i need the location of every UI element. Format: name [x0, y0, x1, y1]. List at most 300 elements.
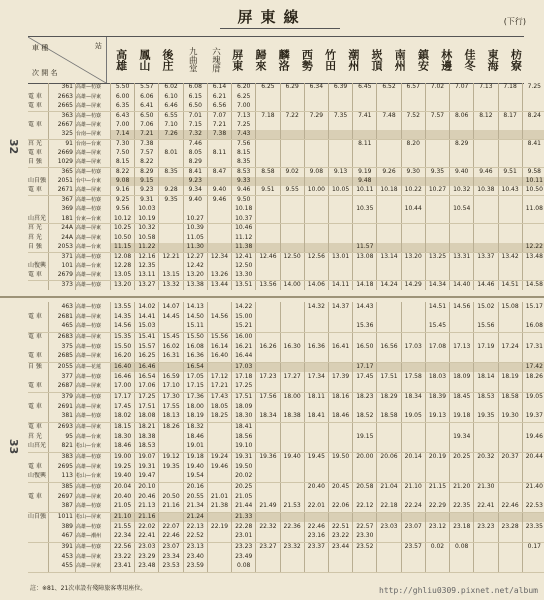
time-cell: 18.52 [353, 412, 377, 422]
time-cell: 16.54 [183, 362, 207, 372]
time-cell: 18.21 [135, 422, 159, 432]
time-cell: 21.01 [207, 492, 231, 502]
time-cell [401, 271, 425, 280]
time-cell: 19.05 [401, 412, 425, 422]
time-cell: 18.29 [377, 392, 401, 402]
time-cell: 18.45 [450, 392, 474, 402]
time-cell [425, 214, 449, 223]
train-class [28, 168, 49, 177]
time-cell: 6.55 [159, 111, 183, 120]
time-cell [522, 402, 544, 412]
time-cell: 18.00 [183, 402, 207, 412]
time-cell: 11.22 [135, 243, 159, 252]
time-cell: 23.28 [498, 522, 522, 532]
time-cell [353, 332, 377, 342]
time-cell: 19.46 [207, 462, 231, 472]
time-cell [207, 224, 231, 233]
train-number: 385 [49, 482, 76, 492]
time-cell: 10.03 [135, 205, 159, 214]
time-cell: 6.10 [159, 92, 183, 101]
time-cell [425, 442, 449, 452]
time-cell [498, 130, 522, 139]
time-cell [450, 233, 474, 242]
train-route: 高雄—屏東 [76, 462, 111, 472]
watermark-url: http://ghliu0309.pixnet.net/album [379, 586, 538, 595]
time-cell [304, 158, 328, 167]
time-cell: 13.25 [425, 252, 449, 261]
time-cell: 7.30 [111, 139, 135, 148]
time-cell: 17.03 [401, 342, 425, 352]
time-cell [450, 492, 474, 502]
train-route: 高雄—屏東 [76, 149, 111, 158]
time-cell [522, 261, 544, 270]
time-cell [328, 362, 352, 372]
time-cell [401, 532, 425, 542]
time-cell: 9.28 [159, 186, 183, 195]
time-cell [353, 382, 377, 392]
time-cell: 9.02 [280, 168, 304, 177]
time-cell [256, 177, 280, 186]
time-cell: 15.08 [498, 302, 522, 312]
time-cell: 12.50 [280, 252, 304, 261]
time-cell: 20.46 [135, 492, 159, 502]
time-cell: 13.14 [377, 252, 401, 261]
time-cell [280, 402, 304, 412]
time-cell: 9.08 [304, 168, 328, 177]
train-row [28, 462, 544, 472]
time-cell [353, 422, 377, 432]
train-class [28, 83, 49, 92]
time-cell: 8.41 [527, 139, 541, 147]
time-cell: 6.02 [159, 83, 183, 92]
train-route: 高雄—屏東 [76, 233, 111, 242]
time-cell [328, 332, 352, 342]
time-cell [450, 158, 474, 167]
time-cell: 21.05 [232, 492, 256, 502]
time-cell: 17.27 [280, 372, 304, 382]
train-number: 369 [49, 205, 76, 214]
train-class: 自 強 [28, 243, 49, 252]
time-cell: 19.10 [232, 442, 256, 452]
time-cell: 12.27 [183, 252, 207, 261]
time-cell: 23.27 [256, 542, 280, 552]
time-cell: 22.41 [474, 502, 498, 512]
time-cell: 15.45 [425, 322, 449, 332]
train-class: 自 強 [28, 158, 49, 167]
time-cell [207, 261, 231, 270]
time-cell: 9.34 [183, 186, 207, 195]
time-cell: 13.31 [450, 252, 474, 261]
time-cell [280, 243, 304, 252]
time-cell: 7.38 [135, 139, 159, 148]
train-number: 2051 [49, 177, 76, 186]
time-cell [328, 322, 352, 332]
time-cell [522, 512, 544, 522]
train-route: 高雄—枋寮 [76, 342, 111, 352]
time-cell: 19.13 [425, 412, 449, 422]
time-cell [498, 92, 522, 101]
time-cell [401, 102, 425, 111]
time-cell: 6.00 [111, 92, 135, 101]
time-cell: 19.01 [183, 442, 207, 452]
time-cell: 17.58 [401, 372, 425, 382]
time-cell [377, 472, 401, 482]
train-class [28, 196, 49, 205]
time-cell [207, 472, 231, 482]
time-cell [353, 102, 377, 111]
train-class: 莒 光 [28, 432, 49, 442]
time-cell [207, 542, 231, 552]
time-cell [450, 382, 474, 392]
train-route: 高雄—屏東 [76, 186, 111, 195]
time-cell: 17.25 [135, 392, 159, 402]
time-cell [353, 492, 377, 502]
train-row [28, 252, 544, 261]
time-cell [256, 442, 280, 452]
time-cell: 22.56 [111, 542, 135, 552]
time-cell [280, 352, 304, 362]
train-route: 高雄—枋寮 [76, 322, 111, 332]
time-cell: 9.35 [159, 196, 183, 205]
time-cell [498, 158, 522, 167]
time-cell: 6.50 [135, 111, 159, 120]
time-cell [280, 121, 304, 130]
time-cell [450, 92, 474, 101]
time-cell [207, 322, 231, 332]
time-cell: 22.01 [304, 502, 328, 512]
time-cell [353, 512, 377, 522]
time-cell: 13.05 [111, 271, 135, 280]
time-cell [474, 552, 498, 562]
train-number: 113 [49, 472, 76, 482]
time-cell: 20.40 [111, 492, 135, 502]
time-cell: 18.58 [377, 412, 401, 422]
time-cell [353, 224, 377, 233]
time-cell [450, 552, 474, 562]
time-cell: 16.31 [159, 352, 183, 362]
train-row [28, 392, 544, 402]
time-cell: 12.16 [135, 252, 159, 261]
time-cell: 16.44 [232, 352, 256, 362]
time-cell [256, 271, 280, 280]
time-cell: 23.44 [328, 542, 352, 552]
time-cell: 22.07 [159, 522, 183, 532]
train-route: 高雄—屏東 [76, 492, 111, 502]
time-cell [474, 462, 498, 472]
time-cell [450, 362, 474, 372]
time-cell: 10.32 [450, 186, 474, 195]
time-cell [498, 214, 522, 223]
time-cell: 6.25 [256, 83, 280, 92]
time-cell [450, 130, 474, 139]
time-cell [522, 233, 544, 242]
time-cell [522, 382, 544, 392]
train-number: 387 [49, 502, 76, 512]
time-cell [522, 422, 544, 432]
time-cell: 6.57 [401, 83, 425, 92]
time-cell: 15.56 [207, 332, 231, 342]
time-cell: 17.21 [207, 382, 231, 392]
time-cell: 22.46 [304, 522, 328, 532]
time-cell: 19.30 [498, 412, 522, 422]
time-cell [304, 352, 328, 362]
time-cell [377, 233, 401, 242]
train-row [28, 472, 544, 482]
time-cell [377, 158, 401, 167]
time-cell: 18.34 [256, 412, 280, 422]
train-number: 95 [49, 432, 76, 442]
time-cell [498, 472, 522, 482]
time-cell: 13.20 [183, 271, 207, 280]
time-cell [401, 130, 425, 139]
train-class [28, 280, 49, 289]
time-cell: 0.17 [527, 542, 541, 550]
train-number: 2667 [49, 121, 76, 130]
time-cell [304, 177, 328, 186]
train-route: 高雄—屏東 [76, 121, 111, 130]
time-cell [401, 92, 425, 101]
time-cell [280, 432, 304, 442]
train-number: 2687 [49, 382, 76, 392]
time-cell [207, 562, 231, 572]
time-cell [425, 121, 449, 130]
time-cell [159, 158, 183, 167]
station-15: 林邊 [439, 49, 453, 71]
train-route: 高雄—屏東 [76, 402, 111, 412]
train-class [28, 562, 49, 572]
time-cell: 7.32 [183, 130, 207, 139]
time-cell [474, 261, 498, 270]
time-cell: 15.03 [135, 322, 159, 332]
station-7: 歸來 [253, 49, 267, 71]
time-cell [474, 158, 498, 167]
time-cell [207, 177, 231, 186]
train-number: 389 [49, 522, 76, 532]
time-cell: 20.06 [377, 452, 401, 462]
time-cell [425, 177, 449, 186]
train-route: 高雄—台東 [76, 261, 111, 270]
time-cell [280, 512, 304, 522]
time-cell: 7.29 [304, 111, 328, 120]
time-cell: 18.41 [232, 422, 256, 432]
time-cell: 6.21 [207, 92, 231, 101]
time-cell: 9.51 [498, 168, 522, 177]
time-cell [377, 271, 401, 280]
time-cell [304, 92, 328, 101]
time-cell: 15.11 [183, 322, 207, 332]
time-cell: 22.41 [135, 532, 159, 542]
train-number: 371 [49, 252, 76, 261]
time-cell: 21.04 [377, 482, 401, 492]
time-cell: 14.40 [450, 280, 474, 289]
time-cell: 13.38 [183, 280, 207, 289]
time-cell [377, 205, 401, 214]
train-class: 電 車 [28, 312, 49, 322]
station-12: 崁頂 [370, 49, 384, 71]
time-cell: 18.14 [474, 372, 498, 382]
time-cell [498, 562, 522, 572]
train-route: 高雄—枋寮 [76, 302, 111, 312]
time-cell [474, 243, 498, 252]
time-cell: 18.16 [328, 392, 352, 402]
time-cell: 7.25 [527, 83, 541, 91]
time-cell: 8.05 [183, 149, 207, 158]
time-cell: 22.02 [135, 522, 159, 532]
time-cell [304, 121, 328, 130]
time-cell [159, 224, 183, 233]
time-cell: 9.15 [135, 177, 159, 186]
time-cell: 8.29 [183, 158, 207, 167]
train-number: 383 [49, 452, 76, 462]
time-cell [280, 177, 304, 186]
time-cell [256, 139, 280, 148]
train-class: 電 車 [28, 462, 49, 472]
train-number: 381 [49, 412, 76, 422]
time-cell: 9.25 [111, 196, 135, 205]
time-cell [522, 552, 544, 562]
time-cell: 18.53 [474, 392, 498, 402]
station-11: 潮州 [346, 49, 360, 71]
time-cell [280, 492, 304, 502]
train-row [28, 332, 544, 342]
time-cell [522, 196, 544, 205]
time-cell [401, 158, 425, 167]
time-cell [401, 442, 425, 452]
time-cell [401, 302, 425, 312]
time-cell: 6.06 [135, 92, 159, 101]
time-cell: 16.40 [111, 362, 135, 372]
station-10: 竹田 [323, 49, 337, 71]
time-cell: 9.56 [111, 205, 135, 214]
time-cell [159, 442, 183, 452]
time-cell [425, 102, 449, 111]
train-route: 松山—屏東 [76, 512, 111, 522]
time-cell: 17.23 [256, 372, 280, 382]
time-cell: 21.13 [135, 502, 159, 512]
time-cell: 8.53 [232, 168, 256, 177]
train-row [28, 111, 544, 120]
time-cell: 21.24 [183, 512, 207, 522]
time-cell: 14.32 [304, 302, 328, 312]
time-cell [425, 422, 449, 432]
time-cell: 14.00 [280, 280, 304, 289]
train-route: 高雄—屏東 [76, 562, 111, 572]
time-cell: 19.05 [525, 392, 543, 400]
train-number: 365 [49, 168, 76, 177]
time-cell: 10.12 [111, 214, 135, 223]
time-cell: 22.28 [232, 522, 256, 532]
time-cell [522, 532, 544, 542]
time-cell: 20.04 [111, 482, 135, 492]
time-cell [328, 233, 352, 242]
time-cell: 18.09 [450, 372, 474, 382]
train-class: 莒 光 [28, 233, 49, 242]
train-route: 高雄—屏東 [76, 422, 111, 432]
time-cell [377, 332, 401, 342]
time-cell: 0.08 [232, 562, 256, 572]
time-cell: 17.10 [159, 382, 183, 392]
time-cell [159, 177, 183, 186]
time-cell: 22.35 [450, 502, 474, 512]
train-route: 高雄—枋寮 [76, 196, 111, 205]
time-cell: 18.46 [183, 432, 207, 442]
time-cell: 10.27 [425, 186, 449, 195]
time-cell [256, 130, 280, 139]
time-cell [328, 92, 352, 101]
time-cell: 17.06 [135, 382, 159, 392]
train-route: 高雄—枋寮 [76, 372, 111, 382]
time-cell: 7.57 [425, 111, 449, 120]
time-cell: 7.02 [425, 83, 449, 92]
time-cell: 15.45 [159, 332, 183, 342]
time-cell [450, 224, 474, 233]
train-class [28, 522, 49, 532]
time-cell: 6.46 [159, 102, 183, 111]
time-cell: 17.31 [525, 342, 543, 350]
time-cell [522, 462, 544, 472]
train-row [28, 177, 544, 186]
train-class [28, 542, 49, 552]
train-route: 高雄—屏東 [76, 332, 111, 342]
time-cell: 7.50 [111, 149, 135, 158]
time-cell [377, 442, 401, 452]
time-cell [474, 139, 498, 148]
time-cell: 7.52 [401, 111, 425, 120]
time-cell [401, 512, 425, 522]
train-row [28, 562, 544, 572]
time-cell: 10.58 [135, 233, 159, 242]
time-cell [498, 492, 522, 502]
train-number: 2053 [49, 243, 76, 252]
time-cell [328, 552, 352, 562]
train-class [28, 130, 49, 139]
time-cell [328, 224, 352, 233]
time-cell: 7.10 [159, 121, 183, 130]
time-cell: 20.02 [232, 472, 256, 482]
train-class: 電 車 [28, 92, 49, 101]
train-route: 高雄—枋寮 [76, 502, 111, 512]
time-cell: 18.53 [135, 442, 159, 452]
time-cell [425, 492, 449, 502]
time-cell: 9.08 [111, 177, 135, 186]
time-cell: 5.57 [135, 83, 159, 92]
time-cell [304, 362, 328, 372]
time-cell: 19.31 [232, 452, 256, 462]
time-cell: 7.00 [232, 102, 256, 111]
time-cell: 21.16 [135, 512, 159, 522]
train-row [28, 502, 544, 512]
time-cell: 8.35 [232, 158, 256, 167]
train-class [28, 322, 49, 332]
time-cell: 9.50 [232, 196, 256, 205]
time-cell [377, 352, 401, 362]
time-cell [353, 312, 377, 322]
time-cell: 9.40 [207, 186, 231, 195]
train-row [28, 352, 544, 362]
time-cell [304, 462, 328, 472]
time-cell [377, 552, 401, 562]
train-number: 1029 [49, 158, 76, 167]
time-cell [280, 362, 304, 372]
time-cell [522, 312, 544, 322]
time-cell [280, 472, 304, 482]
time-cell: 10.46 [232, 224, 256, 233]
time-cell: 19.40 [280, 452, 304, 462]
time-cell: 15.21 [232, 322, 256, 332]
time-cell: 6.20 [232, 83, 256, 92]
time-cell: 9.33 [232, 177, 256, 186]
time-cell: 19.40 [111, 472, 135, 482]
